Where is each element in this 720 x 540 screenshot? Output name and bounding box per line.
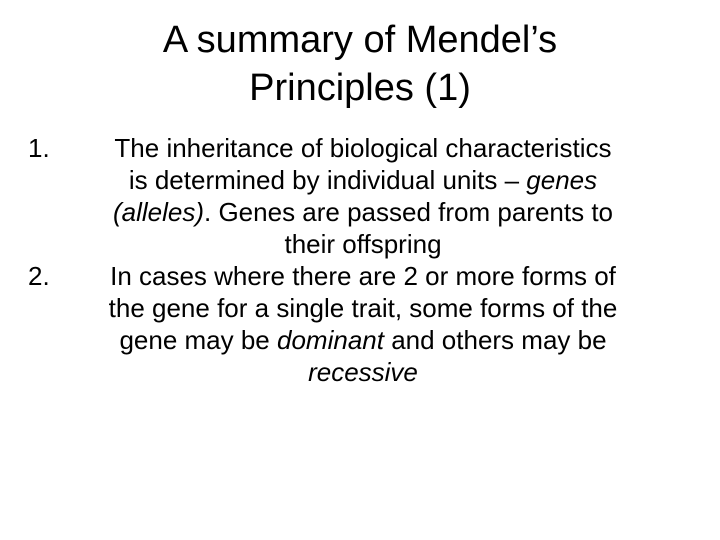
item-line (28, 132, 698, 164)
item-text (28, 260, 698, 388)
title-line-1: A summary of Mendel’s (162, 19, 558, 61)
item-line (28, 292, 698, 324)
text-run: In cases where there are 2 or more forms of (110, 261, 616, 291)
text-run: is determined by individual units – (128, 165, 527, 195)
text-run: gene may be (119, 325, 277, 355)
list-item (28, 132, 698, 260)
text-run: the gene for a single trait, some forms of the (108, 293, 618, 323)
title-line-2: Principles (1) (249, 67, 471, 109)
text-run: and others may be (383, 325, 607, 355)
item-line (28, 356, 698, 388)
item-line (28, 228, 698, 260)
item-line (28, 260, 698, 292)
text-run: . Genes are passed from parents to (204, 197, 614, 227)
text-run: The inheritance of biological characteristics (114, 133, 612, 163)
emphasis-text: recessive (308, 357, 418, 387)
emphasis-text: dominant (277, 325, 384, 355)
emphasis-text: genes (526, 165, 598, 195)
item-line (28, 324, 698, 356)
item-line (28, 196, 698, 228)
item-text (28, 132, 698, 260)
item-number: 2. (28, 261, 50, 291)
emphasis-text: (alleles) (112, 197, 205, 227)
item-number: 1. (28, 133, 50, 163)
text-run: their offspring (284, 229, 442, 259)
list-item (28, 260, 698, 388)
slide-title (60, 16, 660, 112)
item-line (28, 164, 698, 196)
principles-list (28, 132, 698, 388)
